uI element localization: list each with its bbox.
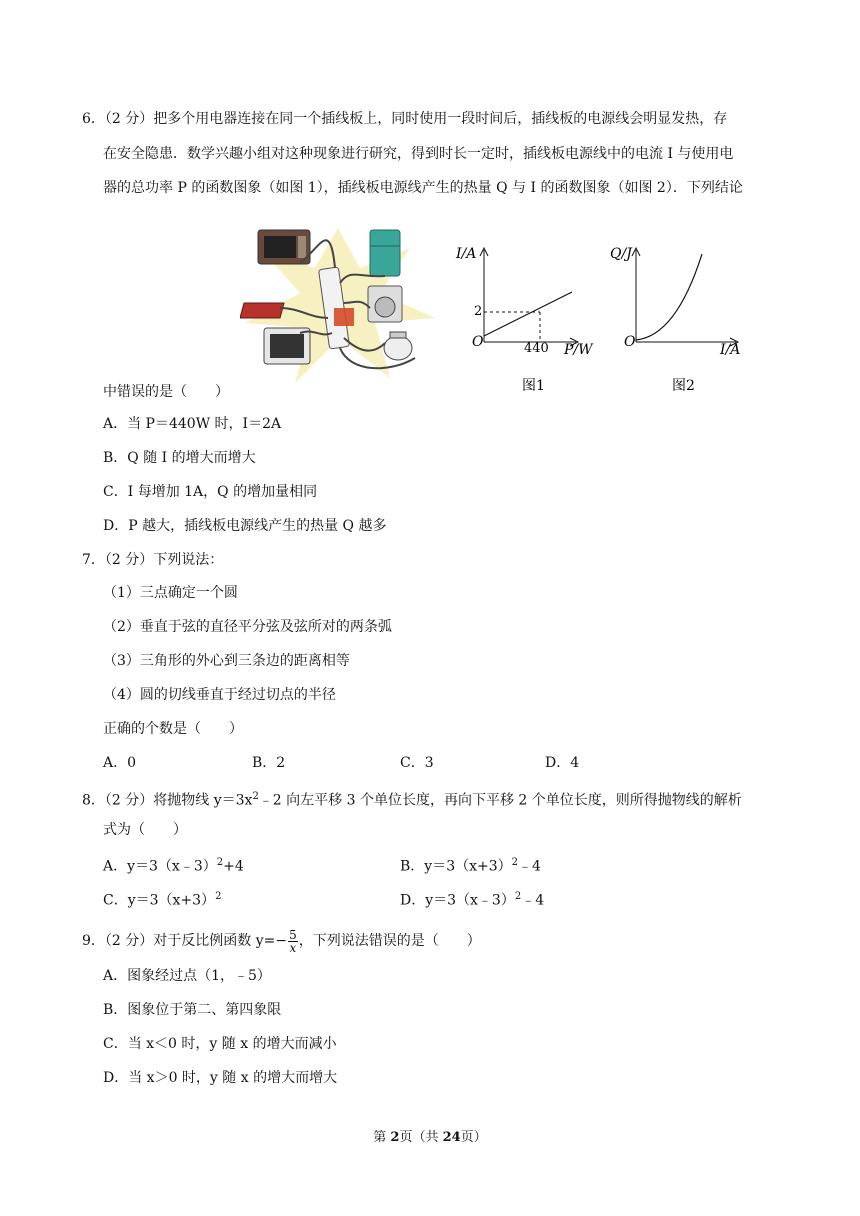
q7-statement-3: （3）三角形的外心到三条边的距离相等	[103, 653, 350, 669]
fig2-y-label: Q/J	[610, 246, 632, 262]
fig1-y-label: I/A	[456, 246, 477, 262]
q8-option-c-prefix: C．y＝3（x+3）	[103, 892, 216, 909]
q6-option-c: C．I 每增加 1A，Q 的增加量相同	[103, 484, 318, 500]
fig1-x-mark: 440	[524, 341, 549, 356]
q6-stem-line3: 器的总功率 P 的函数图象（如图 1），插线板电源线产生的热量 Q 与 I 的函数图象（如图 2）．下列结论	[103, 180, 743, 196]
q9-frac-num: 5	[289, 927, 297, 942]
q6-option-d: D．P 越大，插线板电源线产生的热量 Q 越多	[103, 518, 387, 534]
fig1-origin: O	[472, 334, 484, 350]
page-footer	[0, 1126, 860, 1145]
q8-option-c	[103, 887, 221, 911]
q9-stem-suffix: ，下列说法错误的是（ ）	[298, 933, 481, 949]
q8-option-b-suffix: ﹣4	[518, 858, 541, 875]
footer-prefix: 第	[373, 1130, 391, 1145]
q6-option-b: B．Q 随 I 的增大而增大	[103, 450, 256, 466]
q8-stem-sup: 2	[252, 791, 259, 802]
q8-option-d-sup: 2	[514, 891, 522, 902]
fig2-origin: O	[624, 334, 636, 350]
q7-question: 正确的个数是（ ）	[103, 721, 243, 737]
figure-1-graph	[446, 236, 606, 396]
q8-option-c-sup: 2	[215, 891, 222, 902]
q8-option-d-prefix: D．y＝3（x﹣3）	[400, 892, 515, 909]
q9-stem-prefix: 9．（2 分）对于反比例函数 y=−	[82, 933, 288, 949]
q7-option-a: A．0	[103, 755, 137, 771]
q9-fraction	[288, 929, 298, 954]
q7-statement-2: （2）垂直于弦的直径平分弦及弦所对的两条弧	[103, 619, 392, 635]
q8-option-a-suffix: +4	[223, 858, 244, 875]
q8-option-d	[400, 887, 544, 911]
fig1-caption: 图1	[522, 378, 545, 394]
q6-stem-line4: 中错误的是（ ）	[103, 384, 229, 400]
q8-stem-suffix: ﹣2 向左平移 3 个单位长度，再向下平移 2 个单位长度，则所得抛物线的解析	[258, 792, 742, 809]
q9-stem	[82, 927, 481, 955]
q9-option-c: C．当 x＜0 时，y 随 x 的增大而减小	[103, 1036, 337, 1052]
q8-option-a-sup: 2	[216, 857, 224, 868]
appliances-illustration	[240, 208, 436, 388]
footer-page-number: 2	[390, 1130, 400, 1145]
q8-option-a-prefix: A．y＝3（x﹣3）	[103, 858, 217, 875]
fig1-line	[484, 292, 572, 336]
fig2-x-label: I/A	[720, 342, 741, 358]
q9-option-b: B．图象位于第二、第四象限	[103, 1002, 282, 1018]
fig1-x-label: P/W	[564, 342, 593, 358]
footer-middle: 页（共	[399, 1130, 443, 1145]
q7-option-d: D．4	[545, 755, 580, 771]
q8-option-a	[103, 853, 244, 877]
q8-option-b	[400, 853, 541, 877]
q9-option-a: A．图象经过点（1，﹣5）	[103, 968, 271, 984]
q8-stem-prefix: 8．（2 分）将抛物线 y＝3x	[82, 792, 253, 809]
fig2-curve	[636, 254, 702, 340]
q8-stem-line1	[82, 787, 742, 811]
q8-option-d-suffix: ﹣4	[521, 892, 545, 909]
q6-stem-line1: 6．（2 分）把多个用电器连接在同一个插线板上，同时使用一段时间后，插线板的电源线会明显发热，存	[82, 111, 728, 127]
fig2-caption: 图2	[672, 378, 695, 394]
q8-option-b-sup: 2	[511, 857, 519, 868]
footer-total-pages: 24	[442, 1130, 461, 1145]
fig1-y-mark: 2	[474, 304, 483, 319]
footer-suffix: 页）	[460, 1130, 487, 1145]
q9-frac-den: x	[289, 940, 297, 955]
q8-option-b-prefix: B．y＝3（x+3）	[400, 858, 512, 875]
q7-statement-4: （4）圆的切线垂直于经过切点的半径	[103, 687, 336, 703]
q7-statement-1: （1）三点确定一个圆	[103, 585, 238, 601]
q7-option-b: B．2	[252, 755, 286, 771]
q8-stem-line2: 式为（ ）	[103, 822, 187, 838]
q7-stem: 7．（2 分）下列说法：	[82, 552, 224, 568]
q6-stem-line2: 在安全隐患．数学兴趣小组对这种现象进行研究，得到时长一定时，插线板电源线中的电流 I 与使用电	[103, 146, 734, 162]
q9-option-d: D．当 x＞0 时，y 随 x 的增大而增大	[103, 1070, 338, 1086]
q7-option-c: C．3	[400, 755, 434, 771]
figure-2-graph	[606, 236, 756, 396]
q6-option-a: A．当 P＝440W 时，I＝2A	[103, 416, 282, 432]
